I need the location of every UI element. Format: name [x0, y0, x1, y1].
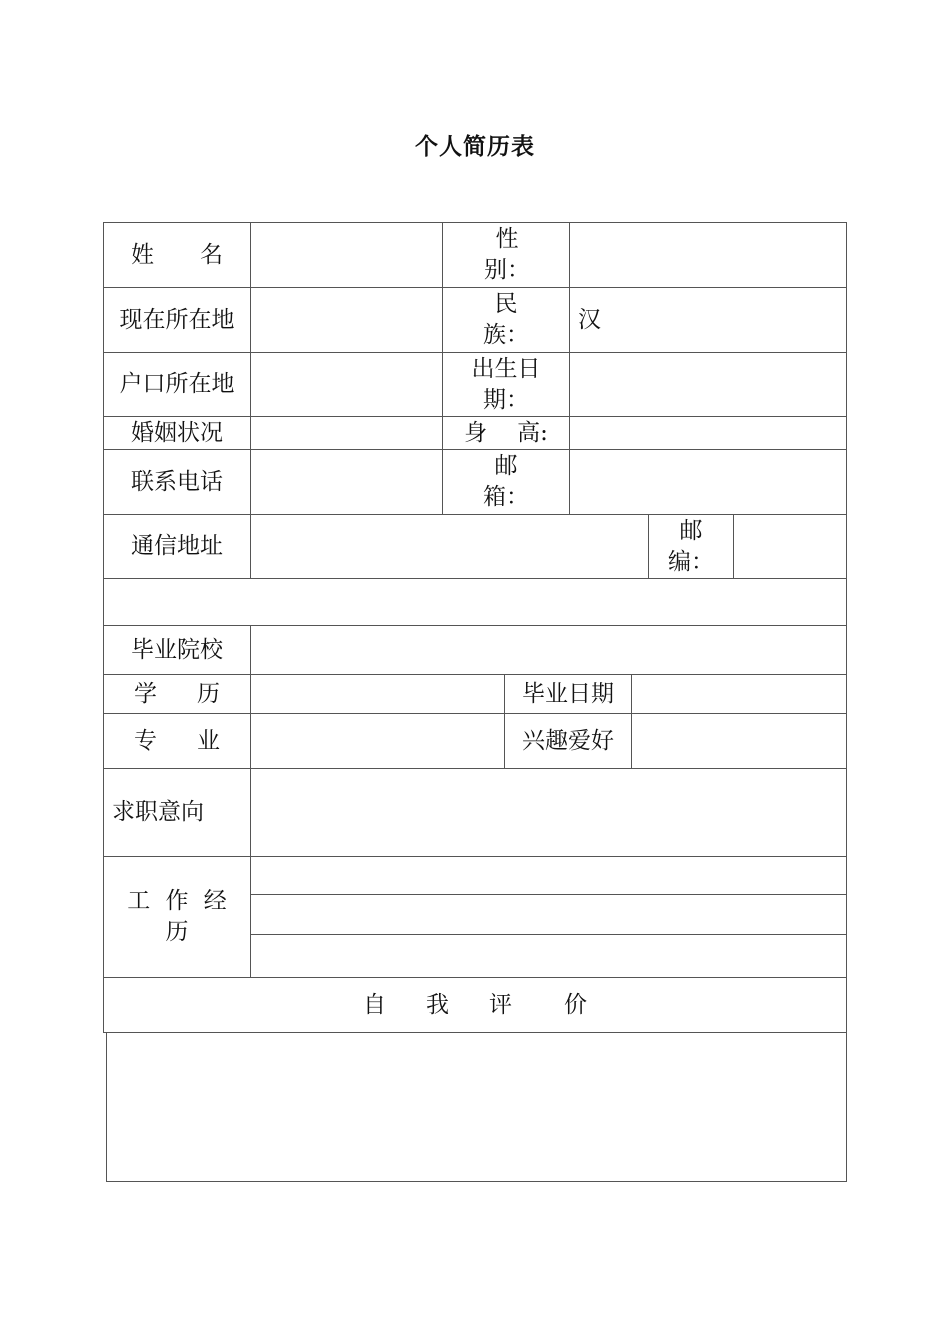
graduation-date-field[interactable]	[632, 675, 846, 713]
work-experience-label: 工 作 经 历	[127, 888, 227, 945]
page-title: 个人简历表	[415, 134, 535, 160]
postcode-label: 邮 编：	[668, 517, 714, 575]
hukou-location-label: 户口所在地	[119, 371, 235, 397]
table-border-bottom	[106, 1181, 847, 1182]
work-experience-entry-1[interactable]	[251, 857, 846, 894]
gender-label: 性 别：	[484, 226, 530, 283]
phone-label: 联系电话	[131, 468, 223, 495]
current-location-label: 现在所在地	[119, 306, 235, 333]
gender-field[interactable]	[570, 223, 846, 287]
birth-date-label: 出生日 期：	[471, 355, 541, 413]
graduation-date-label: 毕业日期	[522, 680, 614, 707]
marital-status-label: 婚姻状况	[131, 419, 223, 446]
school-field[interactable]	[251, 626, 846, 674]
job-intention-field[interactable]	[251, 769, 846, 856]
hukou-location-field[interactable]	[251, 353, 442, 416]
address-field[interactable]	[251, 515, 648, 578]
education-field[interactable]	[251, 675, 504, 713]
table-border-right	[846, 222, 847, 1182]
major-field[interactable]	[251, 714, 504, 768]
current-location-field[interactable]	[251, 288, 442, 352]
self-evaluation-header: 自 我 评 价	[363, 991, 587, 1018]
postcode-field[interactable]	[734, 515, 846, 578]
height-field[interactable]	[570, 417, 846, 449]
hobbies-label: 兴趣爱好	[522, 727, 614, 754]
major-label: 专 业	[134, 727, 220, 754]
birth-date-field[interactable]	[570, 353, 846, 416]
self-evaluation-field[interactable]	[107, 1033, 846, 1181]
email-label: 邮 箱：	[483, 453, 529, 510]
ethnicity-value[interactable]: 汉	[578, 306, 601, 333]
ethnicity-label: 民 族：	[483, 291, 529, 348]
education-label: 学 历	[134, 680, 220, 707]
job-intention-label: 求职意向	[112, 799, 204, 825]
hobbies-field[interactable]	[632, 714, 846, 768]
email-field[interactable]	[570, 450, 846, 514]
name-field[interactable]	[251, 223, 442, 287]
school-label: 毕业院校	[131, 636, 223, 663]
blank-row[interactable]	[104, 579, 846, 625]
height-label: 身 高:	[464, 419, 548, 446]
address-label: 通信地址	[131, 533, 223, 559]
name-label: 姓 名	[131, 241, 223, 268]
phone-field[interactable]	[251, 450, 442, 514]
marital-status-field[interactable]	[251, 417, 442, 449]
work-experience-entry-3[interactable]	[251, 935, 846, 977]
work-experience-entry-2[interactable]	[251, 895, 846, 934]
